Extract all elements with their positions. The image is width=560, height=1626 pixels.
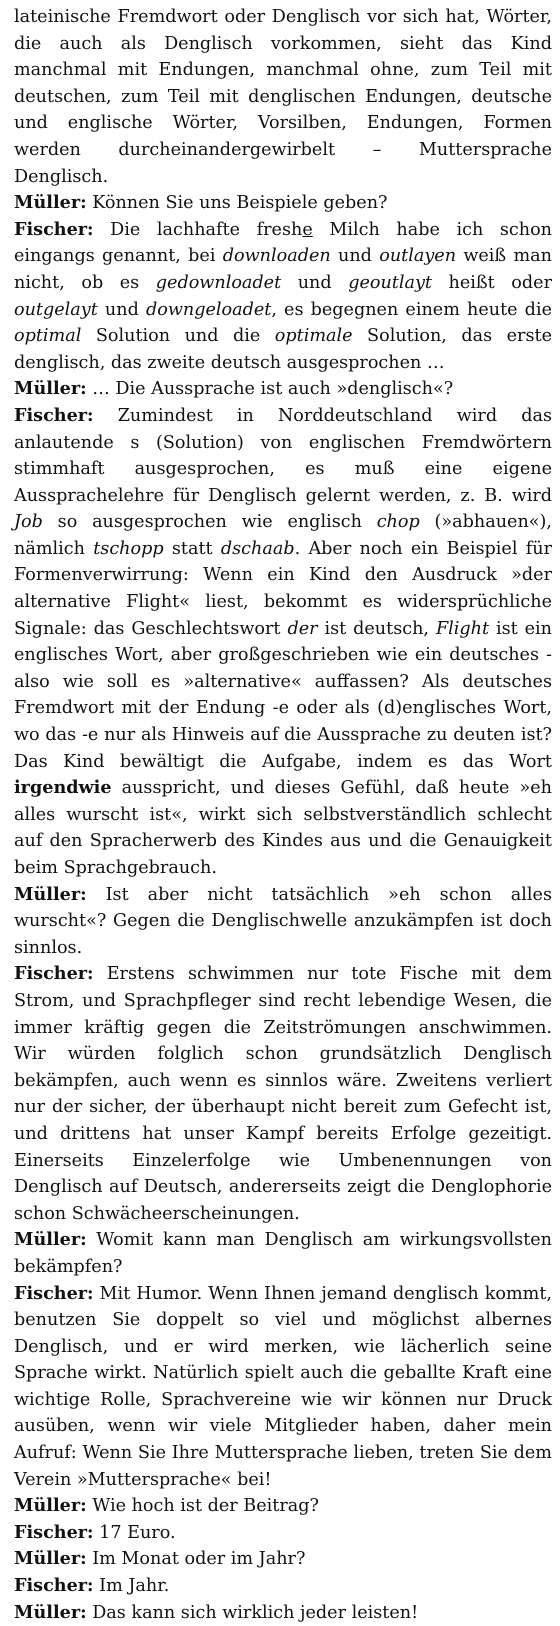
text-run: und (97, 299, 146, 320)
dialogue-paragraph (14, 1493, 552, 1520)
text-run: ist deutsch, (317, 618, 436, 639)
text-run: und (330, 246, 380, 267)
dialogue-paragraph (14, 217, 552, 377)
dialogue-paragraph (14, 1520, 552, 1547)
text-run: weiß man nicht, ob es (14, 246, 552, 293)
text-run: ist ein englisches Wort, aber großgeschrieben wie ein deutsches - also wie soll es »alternative« auffassen? Als deutsches Fremdwort mit der Endung -e oder als (d)englisches Wort, wo das -e nur als Hinweis auf die Aussprache zu deuten ist? Das Kind bewältigt die Aufgabe, indem es das Wort (14, 618, 553, 772)
italic-term: Flight (435, 618, 490, 639)
text-run: Zumindest in Norddeutschland wird das anlautende s (Solution) von englischen Fremdwörtern stimmhaft ausgesprochen, es muß eine eigene Aussprachelehre für Denglisch gelernt werden, z. B. wird (14, 405, 552, 506)
italic-term: outlayen (379, 246, 457, 267)
dialogue-paragraph (14, 1281, 552, 1494)
text-run: Solution und die (81, 326, 275, 347)
body-paragraph (14, 4, 552, 190)
speaker-label: Müller: (14, 883, 87, 905)
italic-term: chop (376, 512, 420, 533)
italic-term: dschaab (220, 538, 295, 559)
speaker-label: Müller: (14, 1495, 87, 1517)
italic-term: geoutlayt (348, 272, 432, 293)
speaker-label: Fischer: (14, 1521, 94, 1543)
dialogue-paragraph (14, 376, 552, 403)
dialogue-paragraph (14, 403, 552, 882)
dialogue-paragraph (14, 1227, 552, 1280)
italic-term: downloaden (222, 246, 331, 267)
speaker-label: Fischer: (14, 218, 94, 240)
text-run: 17 Euro. (99, 1522, 176, 1543)
text-run: Das kann sich wirklich jeder leisten! (92, 1602, 419, 1623)
speaker-label: Müller: (14, 378, 87, 400)
text-run: heißt oder (432, 272, 552, 293)
speaker-label: Fischer: (14, 1575, 94, 1597)
speaker-label: Fischer: (14, 1282, 94, 1304)
text-run: und (281, 272, 349, 293)
text-run: . Aber noch ein Beispiel für Formenverwirrung: Wenn ein Kind den Ausdruck »der alternative Flight« liest, bekommt es widersprüchliche Signale: das Geschlechtswort (14, 538, 552, 639)
speaker-label: Müller: (14, 1229, 87, 1251)
dialogue-paragraph (14, 190, 552, 217)
italic-term: optimale (274, 326, 353, 347)
text-run: … Die Aussprache ist auch »denglisch«? (92, 379, 454, 400)
underlined-letter: e (302, 219, 313, 240)
text-run: Erstens schwimmen nur tote Fische mit dem Strom, und Sprachpfleger sind recht lebendige Wesen, die immer kräftig gegen die Zeitströmungen anschwimmen. Wir würden folglich schon grundsätzlich Denglisch bekämpfen, auch wenn es sinnlos wäre. Zweitens verliert nur der sicher, der überhaupt nicht bereit zum Gefecht ist, und drittens hat unser Kampf bereits Erfolge gezeitigt. Einerseits Einzelerfolge wie Umbenennungen von Denglisch auf Deutsch, andererseits zeigt die Denglophorie schon Schwächeerscheinungen. (14, 964, 553, 1224)
italic-term: der (287, 618, 318, 639)
text-run: Solution, das erste denglisch, das zweite deutsch ausgesprochen … (14, 326, 552, 373)
text-run: lateinische Fremdwort oder Denglisch vor sich hat, Wörter, die auch als Denglisch vorkommen, sieht das Kind manchmal mit Endungen, manchmal ohne, zum Teil mit deutschen, zum Teil mit denglischen Endungen, deutsche und englische Wörter, Vorsilben, Endungen, Formen werden durcheinandergewirbelt – Muttersprache Denglisch. (14, 7, 552, 187)
text-run: ausspricht, und dieses Gefühl, daß heute »eh alles wurscht ist«, wirkt sich selbstverständlich schlecht auf den Spracherwerb des Kindes aus und die Genauigkeit beim Sprachgebrauch. (14, 778, 552, 878)
text-run: Die lachhafte fresh (110, 219, 303, 240)
speaker-label: Müller: (14, 1548, 87, 1570)
dialogue-paragraph (14, 1600, 552, 1626)
speaker-label: Müller: (14, 192, 87, 214)
italic-term: downgeloadet (145, 299, 272, 320)
text-run: statt (163, 538, 221, 559)
italic-term: Job (14, 512, 43, 533)
dialogue-paragraph (14, 882, 552, 962)
italic-term: outgelayt (14, 299, 98, 320)
italic-term: tschopp (93, 538, 164, 559)
text-run: Milch habe ich schon eingangs genannt, bei (14, 219, 553, 267)
italic-term: gedownloadet (155, 272, 282, 293)
text-run: Mit Humor. Wenn Ihnen jemand denglisch kommt, benutzen Sie doppelt so viel und möglichst albernes Denglisch, und er wird merken, wie lächerlich seine Sprache wirkt. Natürlich spielt auch die geballte Kraft eine wichtige Rolle, Sprachvereine wie wir können nur Druck ausüben, wenn wir viele Mitglieder haben, daher mein Aufruf: Wenn Sie Ihre Muttersprache lieben, treten Sie dem Verein »Muttersprache« bei! (14, 1283, 552, 1490)
text-run: , es begegnen einem heute die (271, 299, 552, 320)
text-run: so ausgesprochen wie englisch (42, 512, 377, 533)
dialogue-paragraph (14, 961, 552, 1227)
text-run: (»abhauen«), nämlich (14, 512, 552, 559)
speaker-label: Fischer: (14, 404, 94, 426)
speaker-label: Müller: (14, 1601, 87, 1623)
text-run: Im Jahr. (99, 1576, 170, 1597)
italic-term: optimal (14, 326, 82, 347)
text-run: Im Monat oder im Jahr? (92, 1549, 306, 1570)
emphasized-term: irgendwie (14, 777, 112, 799)
text-run: Ist aber nicht tatsächlich »eh schon alles wurscht«? Gegen die Denglischwelle anzukämpfen ist doch sinnlos. (14, 884, 552, 958)
dialogue-paragraph (14, 1573, 552, 1600)
speaker-label: Fischer: (14, 963, 94, 985)
text-run: Wie hoch ist der Beitrag? (92, 1496, 319, 1517)
text-run: Womit kann man Denglisch am wirkungsvollsten bekämpfen? (14, 1230, 553, 1277)
text-run: Können Sie uns Beispiele geben? (92, 193, 388, 214)
dialogue-paragraph (14, 1546, 552, 1573)
